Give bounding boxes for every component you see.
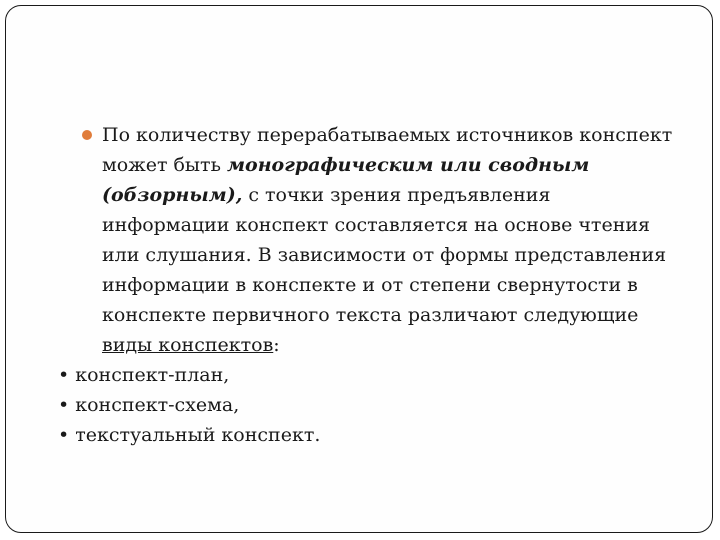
main-paragraph (80, 120, 680, 360)
bullet-dot-icon: • (58, 364, 70, 386)
list-item (58, 360, 680, 390)
list-item-text: конспект-план, (75, 364, 230, 386)
list-item (58, 420, 680, 450)
paragraph-text-1: По количеству перерабатываемых источников конспект может быть (102, 124, 673, 176)
list-item-text: текстуальный конспект. (75, 424, 321, 446)
paragraph-text-3: : (273, 334, 280, 356)
bullet-dot-icon: • (58, 424, 70, 446)
paragraph-underlined: виды конспектов (102, 334, 274, 356)
paragraph-text-2: с точки зрения предъявления информации конспект составляется на основе чтения или слушания. В зависимости от формы представления информации в конспекте и от степени свернутости в конспекте первичного текста различают следующие (102, 184, 667, 326)
paragraph-emphasis: монографическим или сводным (обзорным), (102, 154, 590, 206)
slide-content (58, 120, 680, 450)
bullet-dot-icon: • (58, 394, 70, 416)
types-list (58, 360, 680, 450)
list-item-text: конспект-схема, (75, 394, 240, 416)
list-item (58, 390, 680, 420)
circle-bullet-icon (82, 130, 92, 140)
